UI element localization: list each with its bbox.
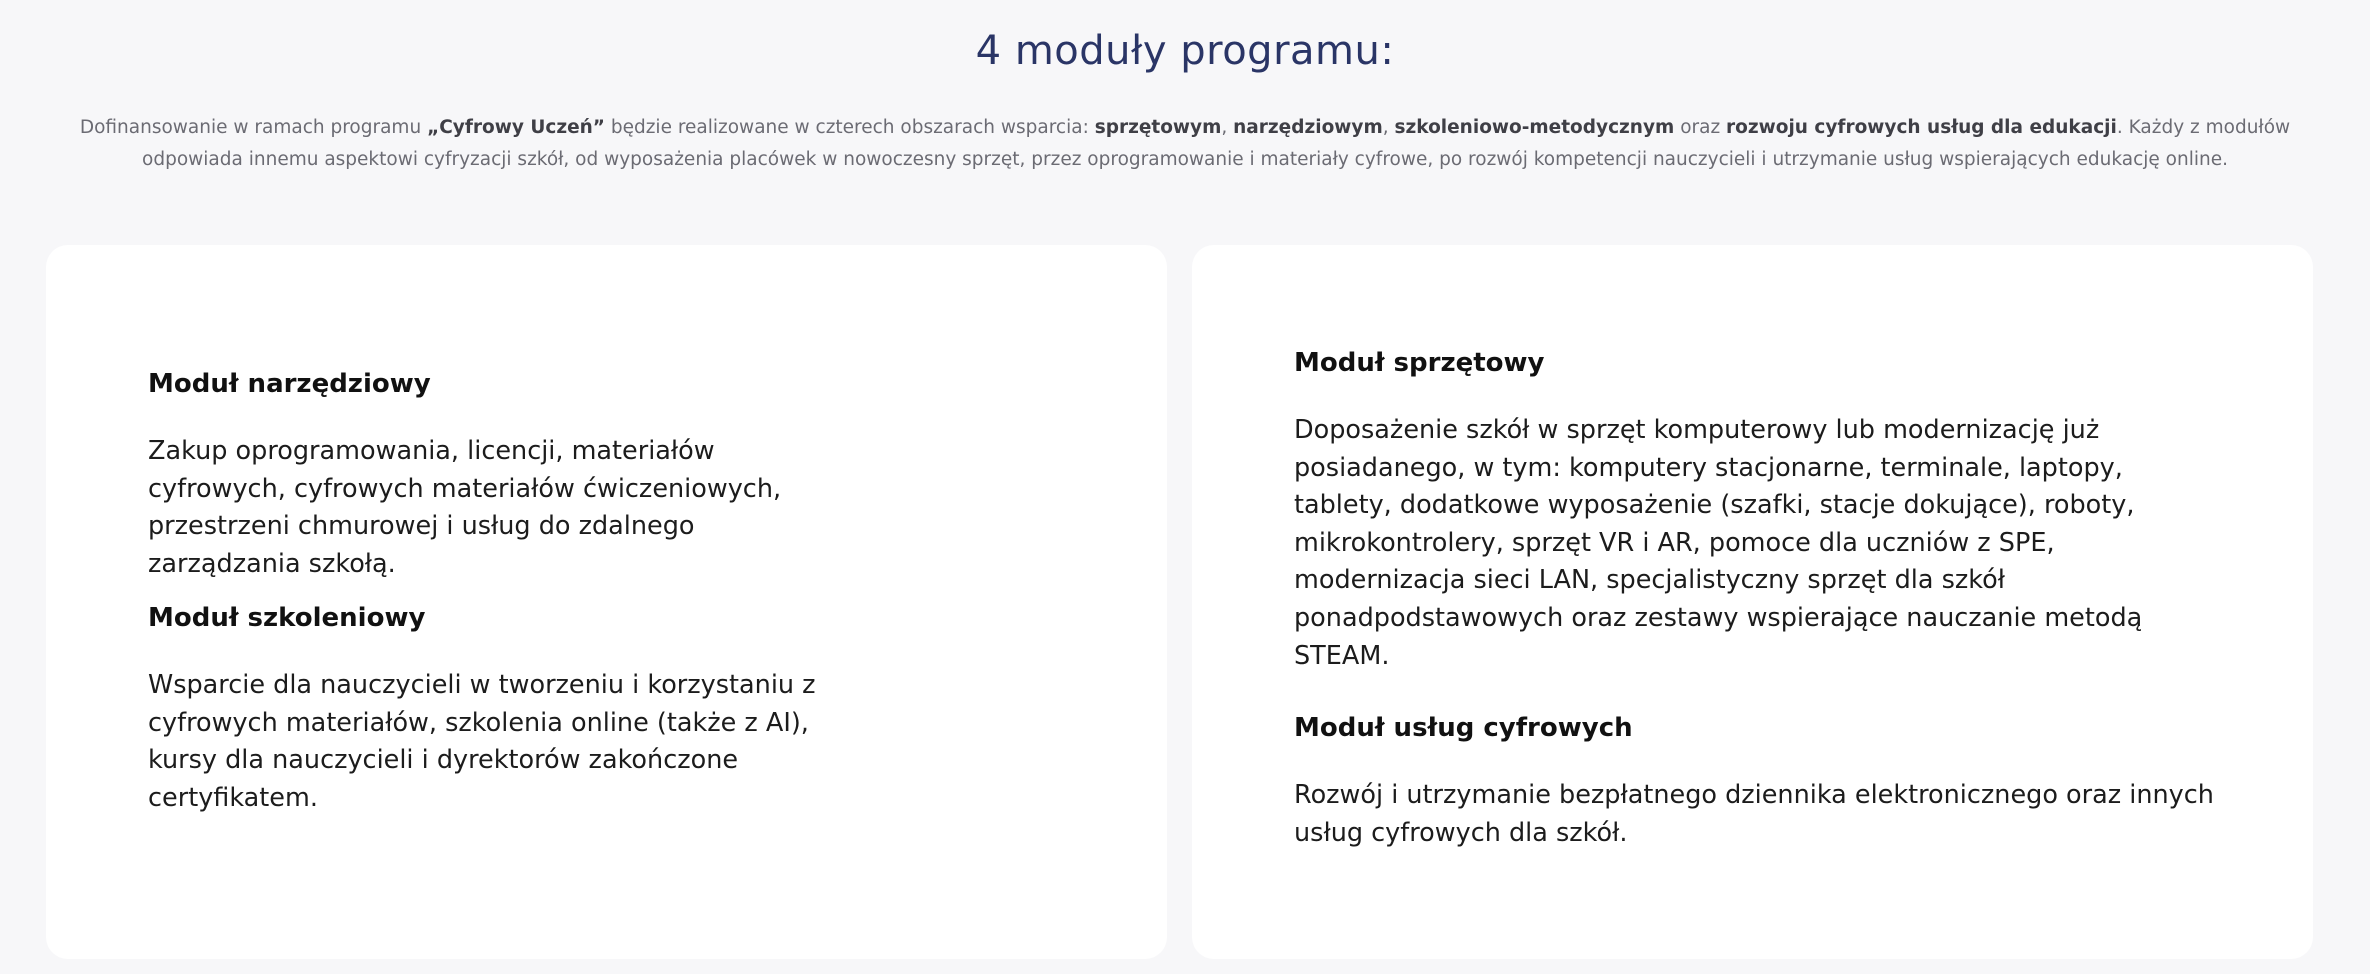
intro-separator: , bbox=[1221, 117, 1234, 138]
area-szkoleniowo-metodyczny: szkoleniowo-metodycznym bbox=[1394, 117, 1675, 138]
modules-card-left bbox=[46, 245, 1167, 959]
intro-separator: , bbox=[1382, 117, 1395, 138]
area-sprzetowy: sprzętowym bbox=[1094, 117, 1222, 138]
modules-card-right bbox=[1192, 245, 2313, 959]
intro-paragraph bbox=[50, 112, 2320, 176]
module-title: Moduł szkoleniowy bbox=[148, 603, 426, 633]
module-description: Zakup oprogramowania, licencji, materiałów cyfrowych, cyfrowych materiałów ćwiczeniowych, przestrzeni chmurowej i usług do zdalnego zarządzania szkołą. bbox=[148, 436, 782, 579]
area-narzedziowy: narzędziowym bbox=[1233, 117, 1383, 138]
module-description: Wsparcie dla nauczycieli w tworzeniu i korzystaniu z cyfrowych materiałów, szkolenia online (także z AI), kursy dla nauczycieli i dyrektorów zakończone certyfikatem. bbox=[148, 670, 816, 813]
module-narzedziowy bbox=[148, 367, 838, 583]
module-szkoleniowy bbox=[148, 601, 838, 817]
intro-text: oraz bbox=[1674, 117, 1727, 138]
module-title: Moduł usług cyfrowych bbox=[1294, 713, 1633, 743]
module-sprzetowy bbox=[1294, 346, 2214, 675]
area-uslugi-cyfrowe: rozwoju cyfrowych usług dla edukacji bbox=[1726, 117, 2117, 138]
module-description: Doposażenie szkół w sprzęt komputerowy lub modernizację już posiadanego, w tym: komputery stacjonarne, terminale, laptopy, tablety, dodatkowe wyposażenie (szafki, stacje dokujące), roboty, mikrokontrolery, sprzęt VR i AR, pomoce dla uczniów z SPE, modernizacja sieci LAN, specjalistyczny sprzęt dla szkół ponadpodstawowych oraz zestawy wspierające nauczanie metodą STEAM. bbox=[1294, 415, 2143, 671]
page-title: 4 moduły programu: bbox=[975, 28, 1395, 74]
intro-text: Dofinansowanie w ramach programu bbox=[79, 117, 428, 138]
module-title: Moduł narzędziowy bbox=[148, 369, 431, 399]
intro-text: będzie realizowane w czterech obszarach wsparcia: bbox=[604, 117, 1095, 138]
intro-text: . Każdy z modułów odpowiada innemu aspektowi cyfryzacji szkół, od wyposażenia placówek w nowoczesny sprzęt, przez oprogramowanie i materiały cyfrowe, po rozwój kompetencji nauczycieli i utrzymanie usług wspierających edukację online. bbox=[142, 117, 2291, 170]
module-title: Moduł sprzętowy bbox=[1294, 348, 1545, 378]
program-name: „Cyfrowy Uczeń” bbox=[427, 117, 605, 138]
module-uslug-cyfrowych bbox=[1294, 711, 2214, 852]
module-description: Rozwój i utrzymanie bezpłatnego dziennika elektronicznego oraz innych usług cyfrowych dla szkół. bbox=[1294, 780, 2214, 848]
